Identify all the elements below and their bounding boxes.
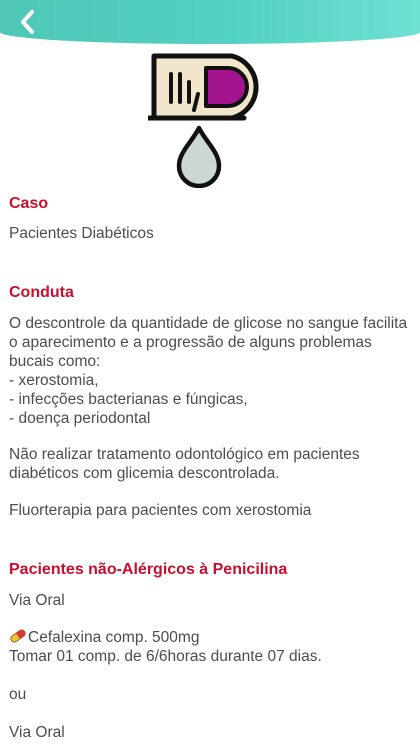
conduta-warning: Não realizar tratamento odontológico em pacientes diabéticos com glicemia descontrolada. <box>9 446 360 482</box>
conduta-fluor: Fluorterapia para pacientes com xerostomia <box>9 502 312 519</box>
top-nav-bar <box>0 0 420 44</box>
caso-text: Pacientes Diabéticos <box>9 225 154 242</box>
caso-heading: Caso <box>9 195 49 212</box>
glucose-meter-icon <box>148 52 272 188</box>
blood-drop-icon <box>179 128 219 186</box>
medication-dose: Tomar 01 comp. de 6/6horas durante 07 dias. <box>9 648 322 665</box>
or-text: ou <box>9 686 27 703</box>
back-button[interactable] <box>12 6 44 38</box>
medication-line <box>9 628 409 647</box>
pill-capsule-icon <box>9 629 27 643</box>
penicilina-heading: Pacientes não-Alérgicos à Penicilina <box>9 561 288 578</box>
chevron-left-icon <box>12 6 44 38</box>
conduta-text: O descontrole da quantidade de glicose no sangue facilita o aparecimento e a progressão de alguns problemas bucais como: - xerostomia, - infecções bacterianas e fúngicas, - doença periodontal <box>9 315 408 427</box>
via-oral-1: Via Oral <box>9 592 65 609</box>
via-oral-2: Via Oral <box>9 724 65 741</box>
diabetes-illustration <box>148 52 272 188</box>
conduta-heading: Conduta <box>9 284 74 301</box>
medication-name: Cefalexina comp. 500mg <box>28 629 200 646</box>
